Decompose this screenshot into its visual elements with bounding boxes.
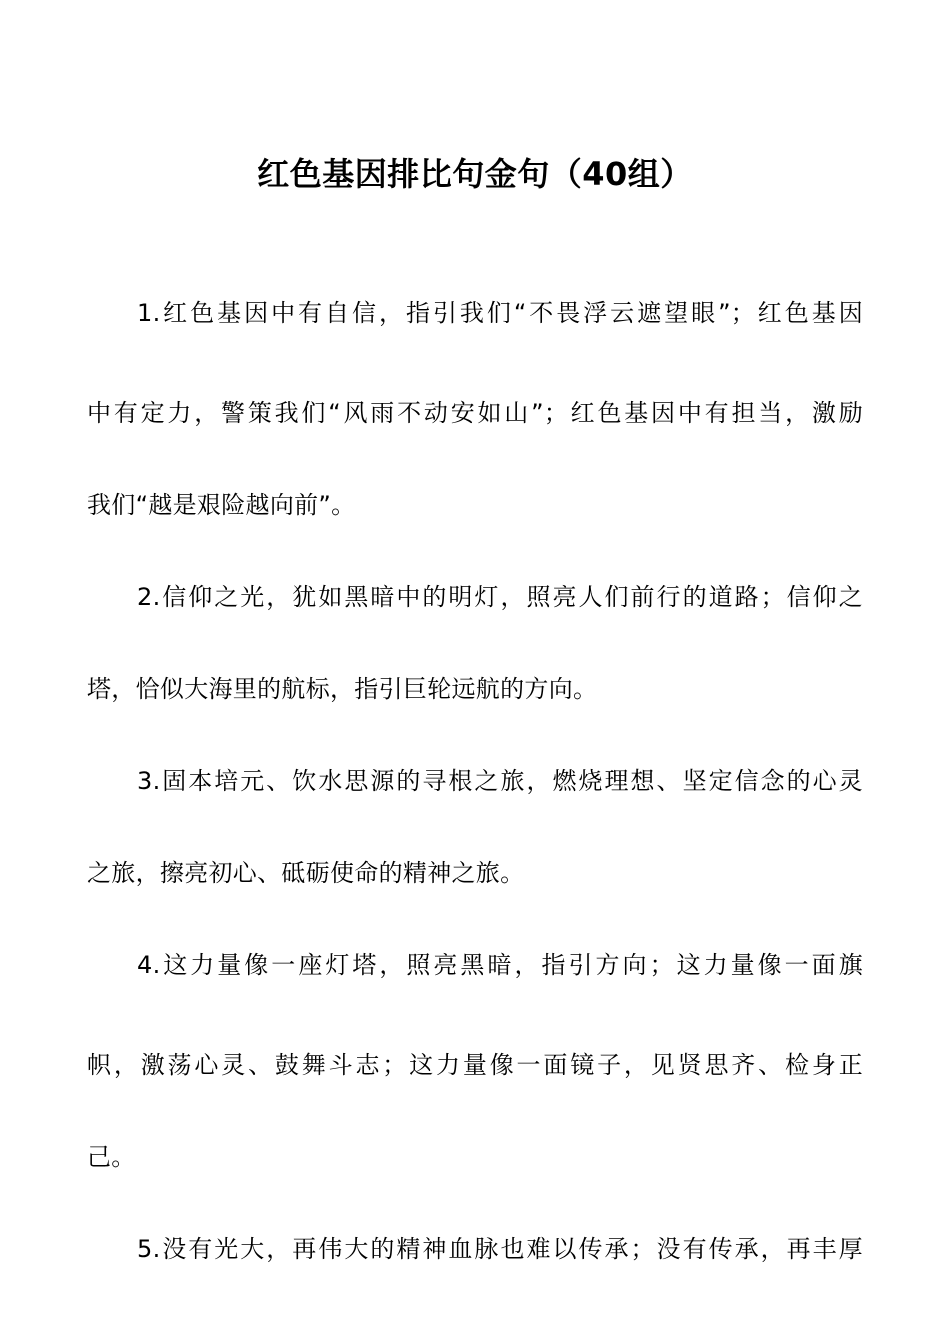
document-body	[87, 263, 863, 1299]
paragraph-5	[87, 1199, 863, 1299]
paragraph-line: 5.没有光大，再伟大的精神血脉也难以传承；没有传承，再丰厚	[137, 1235, 863, 1263]
paragraph-line: 1.红色基因中有自信，指引我们“不畏浮云遮望眼”；红色基因	[137, 299, 863, 327]
paragraph-line: 中有定力，警策我们“风雨不动安如山”；红色基因中有担当，激励	[87, 399, 863, 427]
paragraph-line: 2.信仰之光，犹如黑暗中的明灯，照亮人们前行的道路；信仰之	[137, 583, 863, 611]
paragraph-line: 我们“越是艰险越向前”。	[87, 491, 356, 519]
paragraph-3	[87, 731, 863, 915]
paragraph-line: 4.这力量像一座灯塔，照亮黑暗，指引方向；这力量像一面旗	[137, 951, 863, 979]
paragraph-1	[87, 263, 863, 547]
paragraph-line: 己。	[87, 1143, 136, 1171]
paragraph-line: 3.固本培元、饮水思源的寻根之旅，燃烧理想、坚定信念的心灵	[137, 767, 863, 795]
paragraph-line: 帜，激荡心灵、鼓舞斗志；这力量像一面镜子，见贤思齐、检身正	[87, 1051, 863, 1079]
paragraph-4	[87, 915, 863, 1199]
document-title: 红色基因排比句金句（40组）	[257, 155, 693, 193]
paragraph-line: 塔，恰似大海里的航标，指引巨轮远航的方向。	[87, 675, 598, 703]
paragraph-line: 之旅，擦亮初心、砥砺使命的精神之旅。	[87, 859, 525, 887]
paragraph-2	[87, 547, 863, 731]
